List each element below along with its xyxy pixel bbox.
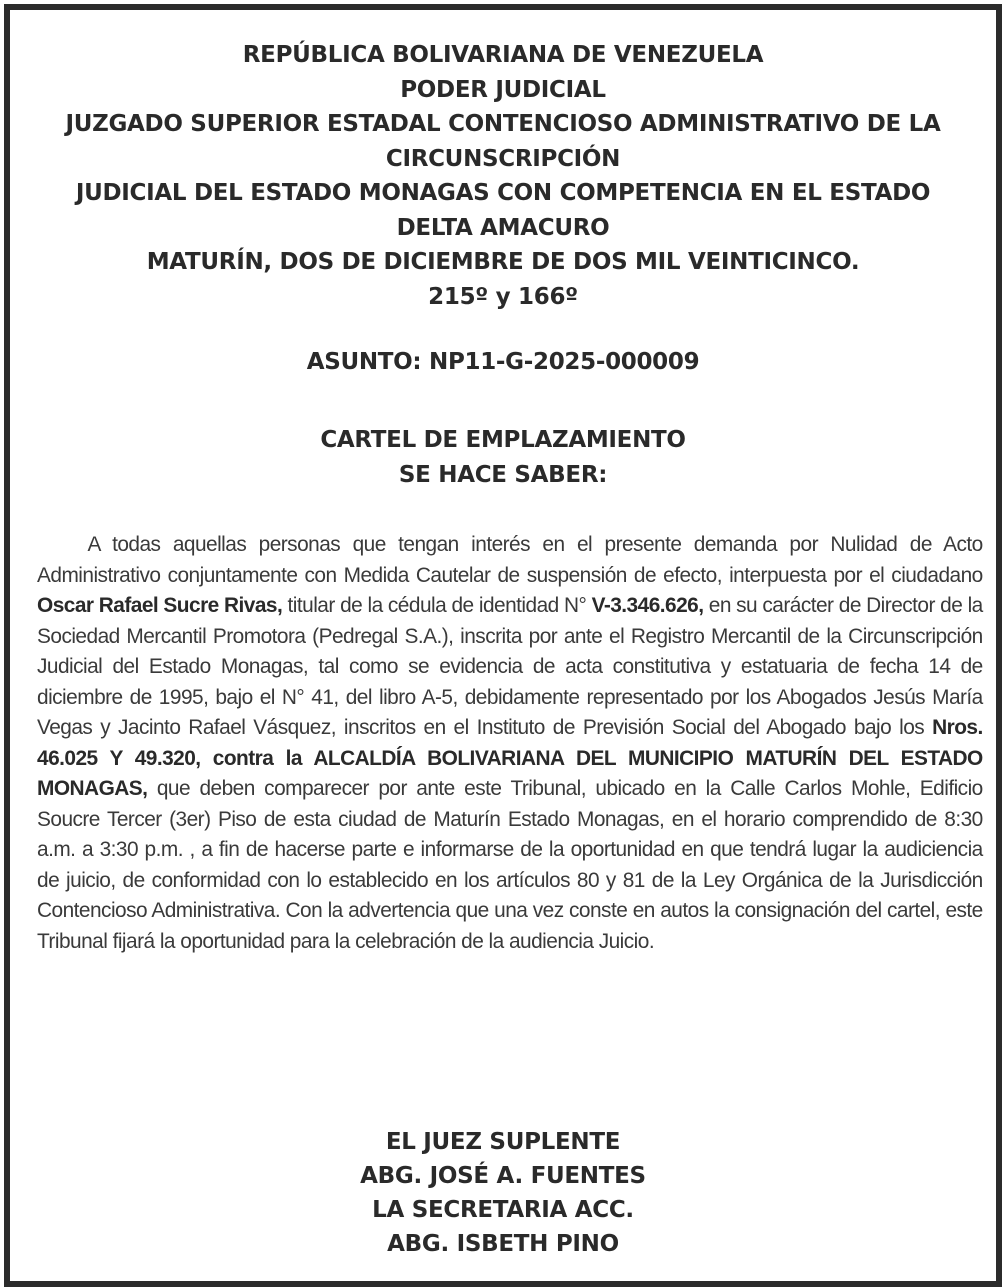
header-line-delta: DELTA AMACURO (396, 214, 610, 241)
case-number: ASUNTO: NP11-G-2025-000009 (306, 349, 700, 375)
court-header (10, 38, 996, 314)
notice-title: CARTEL DE EMPLAZAMIENTO (320, 427, 686, 453)
body-text-1: A todas aquellas personas que tengan interés en el presente demanda por Nulidad de Acto Administrativo conjuntamente con Medida Cautelar de suspensión de efecto, interpuesta por el ciudadano (37, 532, 983, 587)
notice-frame (4, 4, 1002, 1287)
body-text-2: titular de la cédula de identidad N° (282, 593, 592, 617)
secretary-title: LA SECRETARIA ACC. (372, 1197, 634, 1223)
signature-block (10, 1125, 996, 1261)
body-text-4: que deben comparecer por ante este Tribunal, ubicado en la Calle Carlos Mohle, Edificio Soucre Tercer (3er) Piso de esta ciudad de Maturín Estado Monagas, en el horario comprendido de 8:30 a.m. a 3:30 p.m. , a fin de hacerse parte e informarse de la oportunidad en que tendrá lugar la audiciencia de juicio, de conformidad con lo establecido en los artículos 80 y 81 de la Ley Orgánica de la Jurisdicción Contencioso Administrativa. Con la advertencia que una vez conste en autos la consignación del cartel, este Tribunal fijará la oportunidad para la celebración de la audiencia Juicio. (37, 776, 983, 953)
header-line-court: JUZGADO SUPERIOR ESTADAL CONTENCIOSO ADMINISTRATIVO DE LA (65, 111, 941, 137)
header-line-jurisdiction: JUDICIAL DEL ESTADO MONAGAS CON COMPETENCIA EN EL ESTADO (75, 180, 931, 206)
secretary-name: ABG. ISBETH PINO (387, 1231, 619, 1257)
header-line-judicial-power: PODER JUDICIAL (400, 76, 606, 103)
header-line-date: MATURÍN, DOS DE DICIEMBRE DE DOS MIL VEINTICINCO. (146, 249, 860, 275)
judge-name: ABG. JOSÉ A. FUENTES (360, 1163, 646, 1189)
judge-title: EL JUEZ SUPLENTE (385, 1129, 621, 1155)
defendant-text: Nros. 46.025 Y 49.320, contra la ALCALDÍA BOLIVARIANA DEL MUNICIPIO MATURÍN DEL ESTADO MONAGAS, (37, 715, 983, 800)
header-line-years: 215º y 166º (428, 283, 578, 310)
body-text-3: en su carácter de Director de la Sociedad Mercantil Promotora (Pedregal S.A.), inscrita por ante el Registro Mercantil de la Circunscripción Judicial del Estado Monagas, tal como se evidencia de acta constitutiva y estatuaria de fecha 14 de diciembre de 1995, bajo el N° 41, del libro A-5, debidamente representado por los Abogados Jesús María Vegas y Jacinto Rafael Vásquez, inscritos en el Instituto de Previsión Social del Abogado bajo los (37, 593, 983, 739)
notice-subtitle: SE HACE SABER: (398, 461, 608, 488)
notice-body (37, 529, 983, 956)
header-line-republic: REPÚBLICA BOLIVARIANA DE VENEZUELA (242, 42, 764, 68)
claimant-name: Oscar Rafael Sucre Rivas, (37, 593, 283, 617)
notice-title-block (10, 423, 996, 492)
claimant-id: V-3.346.626, (591, 593, 704, 617)
header-line-circumscription: CIRCUNSCRIPCIÓN (385, 145, 621, 172)
body-paragraph (37, 529, 983, 956)
